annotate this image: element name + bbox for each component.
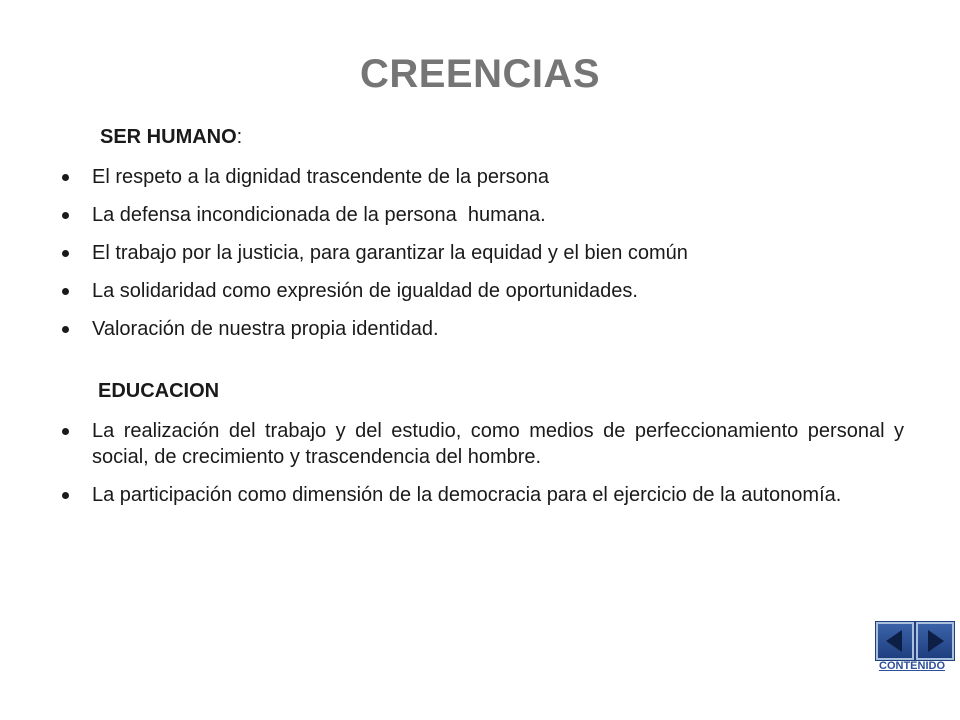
list-item	[62, 164, 904, 190]
list-item	[62, 240, 904, 266]
bullet-icon	[62, 174, 69, 181]
list-item-text: El trabajo por la justicia, para garantizar la equidad y el bien común	[92, 242, 688, 264]
list-item-text: La realización del trabajo y del estudio, como medios de perfeccionamiento personal y social, de crecimiento y trascendencia del hombre.	[92, 420, 904, 468]
educacion-list	[62, 418, 904, 508]
list-item-text: La participación como dimensión de la democracia para el ejercicio de la autonomía.	[92, 484, 842, 506]
bullet-icon	[62, 250, 69, 257]
next-slide-button[interactable]	[916, 622, 954, 660]
slide-content	[62, 124, 904, 520]
ser-humano-list	[62, 164, 904, 342]
slide-navigation	[876, 622, 956, 682]
list-item	[62, 418, 904, 470]
contenido-link[interactable]: CONTENIDO	[879, 660, 945, 672]
list-item-text: La solidaridad como expresión de igualdad de oportunidades.	[92, 280, 638, 302]
bullet-icon	[62, 428, 69, 435]
list-item-text: La defensa incondicionada de la persona humana.	[92, 204, 546, 226]
bullet-icon	[62, 288, 69, 295]
triangle-left-icon	[878, 624, 912, 658]
list-item-text: El respeto a la dignidad trascendente de la persona	[92, 166, 549, 188]
bullet-icon	[62, 492, 69, 499]
triangle-right-icon	[918, 624, 952, 658]
section-heading-educacion: EDUCACION	[98, 380, 220, 402]
list-item	[62, 316, 904, 342]
section-heading-colon: :	[236, 126, 243, 148]
section-heading-text: SER HUMANO	[100, 126, 237, 148]
bullet-icon	[62, 212, 69, 219]
page-title: CREENCIAS	[359, 52, 601, 96]
list-item-text: Valoración de nuestra propia identidad.	[92, 318, 439, 340]
section-heading-ser-humano	[100, 124, 904, 150]
list-item	[62, 202, 904, 228]
bullet-icon	[62, 326, 69, 333]
previous-slide-button[interactable]	[876, 622, 914, 660]
list-item	[62, 482, 904, 508]
list-item	[62, 278, 904, 304]
